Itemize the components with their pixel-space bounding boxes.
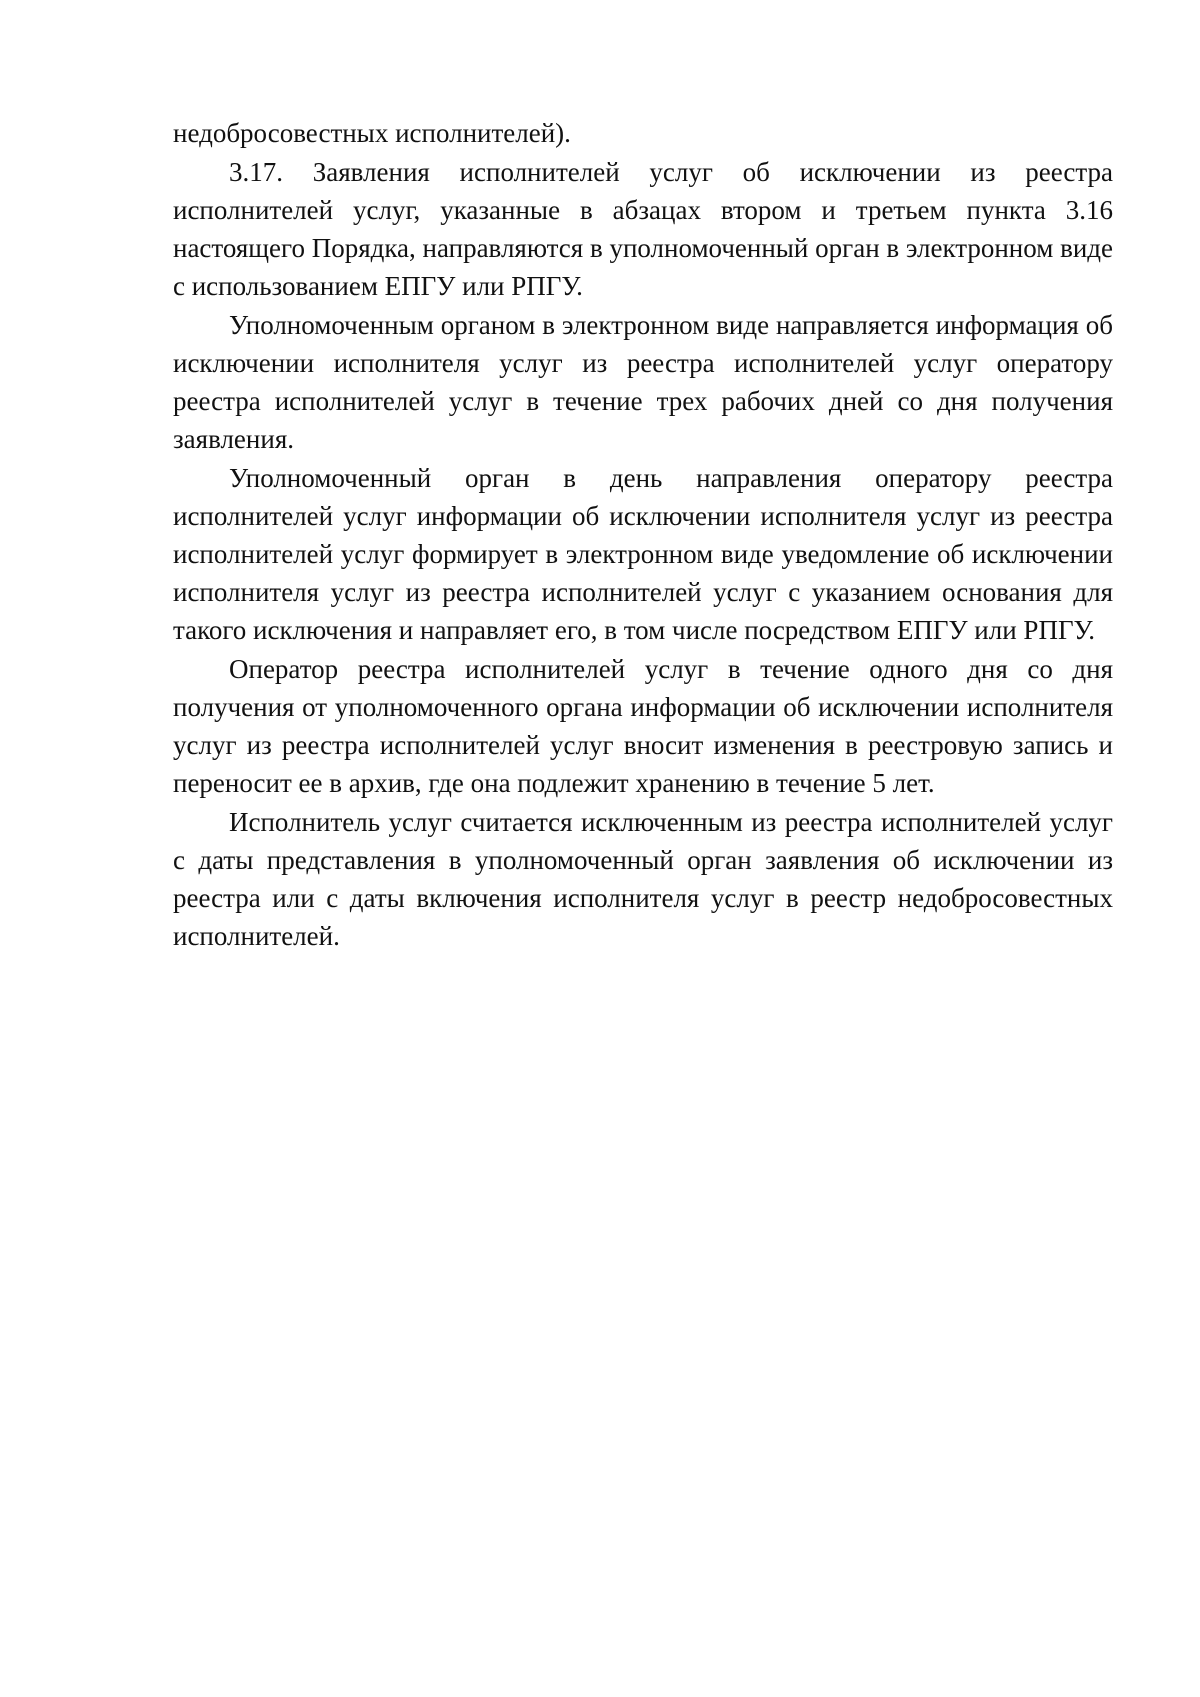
paragraph-3-17: 3.17. Заявления исполнителей услуг об исключении из реестра исполнителей услуг, указанные в абзацах втором и третьем пункта 3.16 настоящего Порядка, направляются в уполномоченный орган в электронном виде с использованием ЕПГУ или РПГУ. [173, 157, 1113, 301]
paragraph-exclusion-date: Исполнитель услуг считается исключенным из реестра исполнителей услуг с даты представления в уполномоченный орган заявления об исключении из реестра или с даты включения исполнителя услуг в реестр недобросовестных исполнителей. [173, 807, 1113, 951]
paragraph-notification: Уполномоченный орган в день направления оператору реестра исполнителей услуг информации об исключении исполнителя услуг из реестра исполнителей услуг формирует в электронном виде уведомление об исключении исполнителя услуг из реестра исполнителей услуг с указанием основания для такого исключения и направляет его, в том числе посредством ЕПГУ или РПГУ. [173, 463, 1113, 645]
paragraph-continuation: недобросовестных исполнителей). [173, 118, 571, 148]
paragraph-information-sending: Уполномоченным органом в электронном виде направляется информация об исключении исполнителя услуг из реестра исполнителей услуг оператору реестра исполнителей услуг в течение трех рабочих дней со дня получения заявления. [173, 310, 1113, 454]
document-body [173, 114, 1113, 956]
paragraph-operator-archive: Оператор реестра исполнителей услуг в течение одного дня со дня получения от уполномоченного органа информации об исключении исполнителя услуг из реестра исполнителей услуг вносит изменения в реестровую запись и переносит ее в архив, где она подлежит хранению в течение 5 лет. [173, 654, 1113, 798]
